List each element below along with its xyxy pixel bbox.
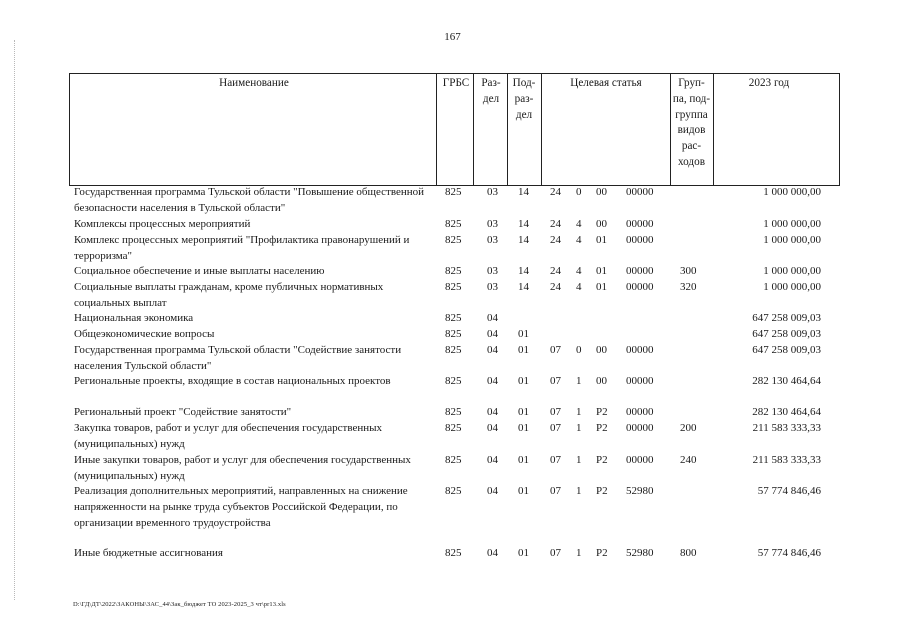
cell-name: Социальное обеспечение и иные выплаты населению (74, 265, 325, 277)
cell-podrazdel: 01 (518, 344, 529, 356)
cell-target-program: 07 (550, 422, 561, 434)
cell-razdel: 04 (487, 406, 498, 418)
cell-razdel: 03 (487, 234, 498, 246)
cell-target-item: P2 (596, 454, 608, 466)
cell-name: Социальные выплаты гражданам, кроме публичных нормативных социальных выплат (74, 281, 384, 309)
cell-amount: 211 583 333,33 (752, 422, 821, 434)
cell-target-direction: 00000 (626, 406, 654, 418)
cell-target-direction: 00000 (626, 454, 654, 466)
footer-file-path: D:\ГД\ДТ\2022\ЗАКОНЫ\ЗАС_44\Зак_бюджет ТО 2023-2025_3 чт\pr13.xls (73, 601, 286, 608)
header-year: 2023 год (748, 77, 790, 89)
cell-target-program: 07 (550, 547, 561, 559)
cell-target-item: P2 (596, 406, 608, 418)
cell-podrazdel: 14 (518, 234, 529, 246)
header-name: Наименование (219, 77, 289, 89)
cell-target-item: P2 (596, 485, 608, 497)
cell-target-type: 0 (576, 186, 582, 198)
cell-target-program: 24 (550, 281, 561, 293)
cell-amount: 1 000 000,00 (763, 281, 821, 293)
cell-target-type: 1 (576, 375, 582, 387)
cell-target-direction: 00000 (626, 186, 654, 198)
cell-target-type: 4 (576, 281, 582, 293)
cell-amount: 57 774 846,46 (757, 485, 821, 497)
cell-target-item: 00 (596, 344, 607, 356)
cell-target-type: 1 (576, 547, 582, 559)
cell-expense-group: 200 (680, 422, 697, 434)
cell-grbs: 825 (445, 218, 462, 230)
header-podrazdel-line: дел (515, 108, 533, 121)
cell-podrazdel: 01 (518, 375, 529, 387)
cell-grbs: 825 (445, 406, 462, 418)
cell-razdel: 03 (487, 265, 498, 277)
cell-grbs: 825 (445, 375, 462, 387)
page-number: 167 (444, 31, 461, 43)
cell-target-program: 07 (550, 344, 561, 356)
cell-podrazdel: 01 (518, 547, 529, 559)
cell-target-program: 07 (550, 485, 561, 497)
cell-target-type: 4 (576, 265, 582, 277)
header-gruppa-line: ходов (677, 155, 705, 168)
cell-target-program: 07 (550, 406, 561, 418)
header-gruppa-line: группа (675, 108, 708, 121)
header-razdel-line: дел (482, 92, 500, 105)
cell-grbs: 825 (445, 422, 462, 434)
cell-target-type: 4 (576, 234, 582, 246)
cell-amount: 647 258 009,03 (752, 312, 821, 324)
cell-target-direction: 00000 (626, 344, 654, 356)
cell-name: Закупка товаров, работ и услуг для обеспечения государственных (муниципальных) нужд (74, 422, 383, 450)
cell-amount: 1 000 000,00 (763, 186, 821, 198)
cell-name: Иные бюджетные ассигнования (74, 547, 223, 559)
cell-razdel: 03 (487, 218, 498, 230)
cell-grbs: 825 (445, 454, 462, 466)
cell-grbs: 825 (445, 344, 462, 356)
cell-razdel: 04 (487, 422, 498, 434)
header-celevaya-statya: Целевая статья (570, 77, 642, 89)
cell-target-item: 01 (596, 281, 607, 293)
cell-grbs: 825 (445, 328, 462, 340)
cell-amount: 211 583 333,33 (752, 454, 821, 466)
cell-target-direction: 00000 (626, 422, 654, 434)
header-gruppa-line: Груп- (678, 77, 705, 89)
header-gruppa-line: рас- (681, 140, 702, 153)
cell-target-type: 0 (576, 344, 582, 356)
cell-razdel: 04 (487, 485, 498, 497)
cell-name: Региональные проекты, входящие в состав национальных проектов (74, 375, 391, 387)
cell-razdel: 04 (487, 344, 498, 356)
cell-podrazdel: 01 (518, 454, 529, 466)
cell-expense-group: 320 (680, 281, 697, 293)
cell-target-direction: 00000 (626, 375, 654, 387)
cell-amount: 1 000 000,00 (763, 234, 821, 246)
cell-name: Комплексы процессных мероприятий (74, 218, 251, 230)
cell-name: Национальная экономика (74, 312, 194, 324)
cell-razdel: 04 (487, 328, 498, 340)
cell-expense-group: 800 (680, 547, 697, 559)
cell-target-item: 00 (596, 218, 607, 230)
cell-podrazdel: 14 (518, 265, 529, 277)
cell-amount: 647 258 009,03 (752, 344, 821, 356)
cell-target-program: 07 (550, 375, 561, 387)
cell-grbs: 825 (445, 312, 462, 324)
header-gruppa-line: видов (677, 124, 706, 137)
cell-grbs: 825 (445, 485, 462, 497)
cell-razdel: 03 (487, 281, 498, 293)
cell-target-type: 1 (576, 406, 582, 418)
cell-target-type: 4 (576, 218, 582, 230)
header-razdel-line: Раз- (481, 77, 501, 89)
cell-amount: 647 258 009,03 (752, 328, 821, 340)
cell-podrazdel: 14 (518, 281, 529, 293)
cell-target-program: 24 (550, 218, 561, 230)
cell-target-direction: 00000 (626, 234, 654, 246)
header-gruppa-line: па, под- (672, 92, 711, 105)
cell-name: Государственная программа Тульской области "Повышение общественной безопасности населения в Тульской области" (74, 186, 424, 214)
header-podrazdel-line: Под- (512, 77, 536, 89)
cell-amount: 1 000 000,00 (763, 265, 821, 277)
cell-target-type: 1 (576, 422, 582, 434)
cell-target-type: 1 (576, 485, 582, 497)
cell-target-item: 01 (596, 265, 607, 277)
cell-razdel: 03 (487, 186, 498, 198)
cell-target-direction: 00000 (626, 218, 654, 230)
cell-name: Государственная программа Тульской области "Содействие занятости населения Тульской области" (74, 344, 402, 372)
header-grbs: ГРБС (442, 77, 470, 89)
cell-target-item: 00 (596, 186, 607, 198)
cell-podrazdel: 01 (518, 485, 529, 497)
cell-target-item: 00 (596, 375, 607, 387)
cell-amount: 57 774 846,46 (757, 547, 821, 559)
cell-grbs: 825 (445, 547, 462, 559)
cell-podrazdel: 01 (518, 422, 529, 434)
cell-grbs: 825 (445, 281, 462, 293)
cell-target-type: 1 (576, 454, 582, 466)
cell-target-program: 07 (550, 454, 561, 466)
cell-name: Комплекс процессных мероприятий "Профилактика правонарушений и терроризма" (74, 234, 410, 262)
cell-amount: 282 130 464,64 (752, 406, 821, 418)
cell-name: Региональный проект "Содействие занятости" (74, 406, 292, 418)
cell-target-program: 24 (550, 265, 561, 277)
cell-podrazdel: 01 (518, 328, 529, 340)
cell-razdel: 04 (487, 375, 498, 387)
cell-podrazdel: 14 (518, 186, 529, 198)
cell-expense-group: 300 (680, 265, 697, 277)
cell-grbs: 825 (445, 234, 462, 246)
cell-grbs: 825 (445, 186, 462, 198)
cell-grbs: 825 (445, 265, 462, 277)
cell-name: Иные закупки товаров, работ и услуг для обеспечения государственных (муниципальных) нужд (74, 454, 411, 482)
cell-target-item: 01 (596, 234, 607, 246)
cell-name: Реализация дополнительных мероприятий, направленных на снижение напряженности на рынке труда субъектов Российской Федерации, по организации временного трудоустройства (74, 485, 408, 529)
cell-amount: 1 000 000,00 (763, 218, 821, 230)
cell-target-direction: 52980 (626, 547, 654, 559)
cell-target-direction: 52980 (626, 485, 654, 497)
cell-target-program: 24 (550, 234, 561, 246)
cell-target-item: P2 (596, 547, 608, 559)
cell-target-item: P2 (596, 422, 608, 434)
header-podrazdel-line: раз- (514, 92, 534, 105)
cell-podrazdel: 01 (518, 406, 529, 418)
cell-razdel: 04 (487, 312, 498, 324)
cell-razdel: 04 (487, 547, 498, 559)
cell-expense-group: 240 (680, 454, 697, 466)
cell-name: Общеэкономические вопросы (74, 328, 215, 340)
cell-razdel: 04 (487, 454, 498, 466)
cell-amount: 282 130 464,64 (752, 375, 821, 387)
cell-target-direction: 00000 (626, 281, 654, 293)
cell-target-program: 24 (550, 186, 561, 198)
cell-target-direction: 00000 (626, 265, 654, 277)
cell-podrazdel: 14 (518, 218, 529, 230)
